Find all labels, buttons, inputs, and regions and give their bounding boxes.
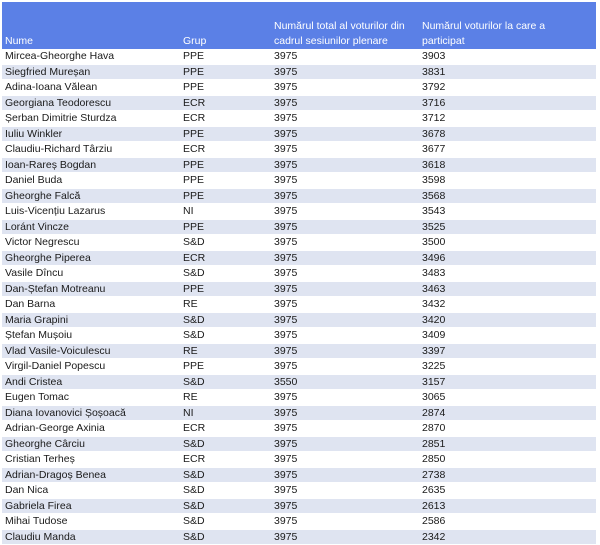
table-row xyxy=(2,158,596,174)
cell-total: 3975 xyxy=(274,173,297,189)
table-row xyxy=(2,499,596,515)
cell-participated: 3500 xyxy=(422,235,445,251)
cell-group: PPE xyxy=(183,173,204,189)
table-row xyxy=(2,235,596,251)
table-row xyxy=(2,266,596,282)
table-header xyxy=(2,2,596,49)
cell-total: 3975 xyxy=(274,390,297,406)
table-row xyxy=(2,406,596,422)
cell-name: Daniel Buda xyxy=(5,173,62,189)
table-row xyxy=(2,421,596,437)
table-row xyxy=(2,65,596,81)
cell-group: NI xyxy=(183,406,194,422)
cell-group: S&D xyxy=(183,328,205,344)
header-participated: Numărul voturilor la care a participat xyxy=(422,19,582,49)
cell-group: PPE xyxy=(183,49,204,65)
cell-participated: 3792 xyxy=(422,80,445,96)
cell-name: Vasile Dîncu xyxy=(5,266,63,282)
cell-name: Ștefan Mușoiu xyxy=(5,328,72,344)
data-table xyxy=(2,2,596,545)
table-row xyxy=(2,530,596,545)
table-row xyxy=(2,173,596,189)
cell-participated: 3432 xyxy=(422,297,445,313)
cell-participated: 3903 xyxy=(422,49,445,65)
header-group: Grup xyxy=(183,34,206,49)
table-row xyxy=(2,142,596,158)
table-row xyxy=(2,297,596,313)
table-row xyxy=(2,359,596,375)
cell-group: PPE xyxy=(183,359,204,375)
cell-name: Dan Barna xyxy=(5,297,55,313)
cell-total: 3975 xyxy=(274,127,297,143)
cell-name: Adrian-George Axinia xyxy=(5,421,105,437)
cell-name: Ioan-Rareș Bogdan xyxy=(5,158,96,174)
cell-group: ECR xyxy=(183,111,205,127)
cell-participated: 3677 xyxy=(422,142,445,158)
cell-total: 3975 xyxy=(274,344,297,360)
table-row xyxy=(2,328,596,344)
cell-total: 3975 xyxy=(274,111,297,127)
table-row xyxy=(2,468,596,484)
cell-total: 3975 xyxy=(274,251,297,267)
cell-name: Adina-Ioana Vălean xyxy=(5,80,97,96)
cell-name: Gheorghe Falcă xyxy=(5,189,80,205)
cell-name: Claudiu Manda xyxy=(5,530,76,545)
cell-group: ECR xyxy=(183,142,205,158)
table-row xyxy=(2,251,596,267)
cell-participated: 2870 xyxy=(422,421,445,437)
cell-total: 3975 xyxy=(274,266,297,282)
cell-total: 3975 xyxy=(274,158,297,174)
cell-total: 3975 xyxy=(274,220,297,236)
table-row xyxy=(2,483,596,499)
cell-group: NI xyxy=(183,204,194,220)
cell-name: Dan Nica xyxy=(5,483,48,499)
cell-participated: 3598 xyxy=(422,173,445,189)
cell-participated: 3463 xyxy=(422,282,445,298)
table-row xyxy=(2,282,596,298)
cell-group: S&D xyxy=(183,530,205,545)
header-total-votes: Numărul total al voturilor din cadrul sesiunilor plenare xyxy=(274,19,414,49)
cell-name: Maria Grapini xyxy=(5,313,68,329)
cell-group: S&D xyxy=(183,437,205,453)
table-row xyxy=(2,344,596,360)
cell-participated: 3065 xyxy=(422,390,445,406)
cell-participated: 2850 xyxy=(422,452,445,468)
cell-group: S&D xyxy=(183,514,205,530)
cell-participated: 3716 xyxy=(422,96,445,112)
cell-group: RE xyxy=(183,344,198,360)
cell-total: 3975 xyxy=(274,514,297,530)
cell-group: ECR xyxy=(183,452,205,468)
cell-participated: 3618 xyxy=(422,158,445,174)
table-row xyxy=(2,437,596,453)
cell-participated: 2851 xyxy=(422,437,445,453)
cell-name: Loránt Vincze xyxy=(5,220,69,236)
table-row xyxy=(2,96,596,112)
cell-total: 3975 xyxy=(274,328,297,344)
cell-participated: 2613 xyxy=(422,499,445,515)
cell-group: S&D xyxy=(183,266,205,282)
cell-total: 3975 xyxy=(274,96,297,112)
cell-group: S&D xyxy=(183,468,205,484)
cell-group: PPE xyxy=(183,282,204,298)
table-body xyxy=(2,49,596,545)
cell-name: Șerban Dimitrie Sturdza xyxy=(5,111,116,127)
cell-participated: 3225 xyxy=(422,359,445,375)
cell-total: 3975 xyxy=(274,483,297,499)
cell-group: PPE xyxy=(183,189,204,205)
table-row xyxy=(2,452,596,468)
cell-name: Virgil-Daniel Popescu xyxy=(5,359,105,375)
cell-participated: 2342 xyxy=(422,530,445,545)
cell-participated: 3568 xyxy=(422,189,445,205)
cell-participated: 2738 xyxy=(422,468,445,484)
cell-total: 3975 xyxy=(274,313,297,329)
table-row xyxy=(2,220,596,236)
cell-total: 3975 xyxy=(274,80,297,96)
cell-name: Andi Cristea xyxy=(5,375,62,391)
table-row xyxy=(2,390,596,406)
table-row xyxy=(2,204,596,220)
cell-participated: 2586 xyxy=(422,514,445,530)
cell-name: Gheorghe Piperea xyxy=(5,251,91,267)
cell-participated: 3525 xyxy=(422,220,445,236)
cell-group: S&D xyxy=(183,375,205,391)
cell-name: Claudiu-Richard Târziu xyxy=(5,142,112,158)
cell-total: 3975 xyxy=(274,406,297,422)
cell-name: Victor Negrescu xyxy=(5,235,80,251)
cell-total: 3975 xyxy=(274,282,297,298)
table-row xyxy=(2,189,596,205)
cell-group: PPE xyxy=(183,127,204,143)
cell-total: 3975 xyxy=(274,421,297,437)
cell-participated: 3483 xyxy=(422,266,445,282)
cell-participated: 3543 xyxy=(422,204,445,220)
cell-total: 3975 xyxy=(274,499,297,515)
cell-group: ECR xyxy=(183,421,205,437)
cell-name: Dan-Ștefan Motreanu xyxy=(5,282,105,298)
cell-name: Gheorghe Cârciu xyxy=(5,437,85,453)
cell-name: Cristian Terheș xyxy=(5,452,75,468)
table-row xyxy=(2,80,596,96)
table-row xyxy=(2,313,596,329)
cell-name: Luis-Vicențiu Lazarus xyxy=(5,204,105,220)
cell-total: 3975 xyxy=(274,204,297,220)
table-row xyxy=(2,127,596,143)
cell-participated: 3496 xyxy=(422,251,445,267)
cell-total: 3975 xyxy=(274,189,297,205)
table-row xyxy=(2,111,596,127)
cell-total: 3975 xyxy=(274,297,297,313)
cell-name: Gabriela Firea xyxy=(5,499,72,515)
cell-name: Siegfried Mureșan xyxy=(5,65,90,81)
cell-name: Eugen Tomac xyxy=(5,390,69,406)
cell-group: PPE xyxy=(183,65,204,81)
cell-total: 3550 xyxy=(274,375,297,391)
cell-total: 3975 xyxy=(274,437,297,453)
cell-participated: 2635 xyxy=(422,483,445,499)
table-row xyxy=(2,514,596,530)
cell-group: PPE xyxy=(183,220,204,236)
cell-group: ECR xyxy=(183,251,205,267)
cell-group: S&D xyxy=(183,313,205,329)
table-row xyxy=(2,375,596,391)
cell-participated: 3157 xyxy=(422,375,445,391)
cell-group: RE xyxy=(183,297,198,313)
cell-participated: 3420 xyxy=(422,313,445,329)
cell-group: S&D xyxy=(183,235,205,251)
cell-total: 3975 xyxy=(274,235,297,251)
cell-name: Mihai Tudose xyxy=(5,514,67,530)
cell-name: Iuliu Winkler xyxy=(5,127,62,143)
cell-total: 3975 xyxy=(274,65,297,81)
header-name: Nume xyxy=(5,34,33,49)
cell-participated: 3409 xyxy=(422,328,445,344)
cell-total: 3975 xyxy=(274,49,297,65)
cell-group: RE xyxy=(183,390,198,406)
cell-participated: 3831 xyxy=(422,65,445,81)
cell-group: PPE xyxy=(183,80,204,96)
cell-group: PPE xyxy=(183,158,204,174)
cell-total: 3975 xyxy=(274,530,297,545)
table-row xyxy=(2,49,596,65)
cell-group: S&D xyxy=(183,499,205,515)
cell-total: 3975 xyxy=(274,468,297,484)
cell-name: Georgiana Teodorescu xyxy=(5,96,111,112)
cell-name: Vlad Vasile-Voiculescu xyxy=(5,344,110,360)
cell-participated: 2874 xyxy=(422,406,445,422)
cell-name: Mircea-Gheorghe Hava xyxy=(5,49,114,65)
cell-participated: 3678 xyxy=(422,127,445,143)
cell-name: Adrian-Dragoș Benea xyxy=(5,468,106,484)
cell-group: ECR xyxy=(183,96,205,112)
cell-total: 3975 xyxy=(274,142,297,158)
cell-participated: 3397 xyxy=(422,344,445,360)
cell-total: 3975 xyxy=(274,359,297,375)
cell-group: S&D xyxy=(183,483,205,499)
cell-total: 3975 xyxy=(274,452,297,468)
cell-name: Diana Iovanovici Șoșoacă xyxy=(5,406,126,422)
cell-participated: 3712 xyxy=(422,111,445,127)
